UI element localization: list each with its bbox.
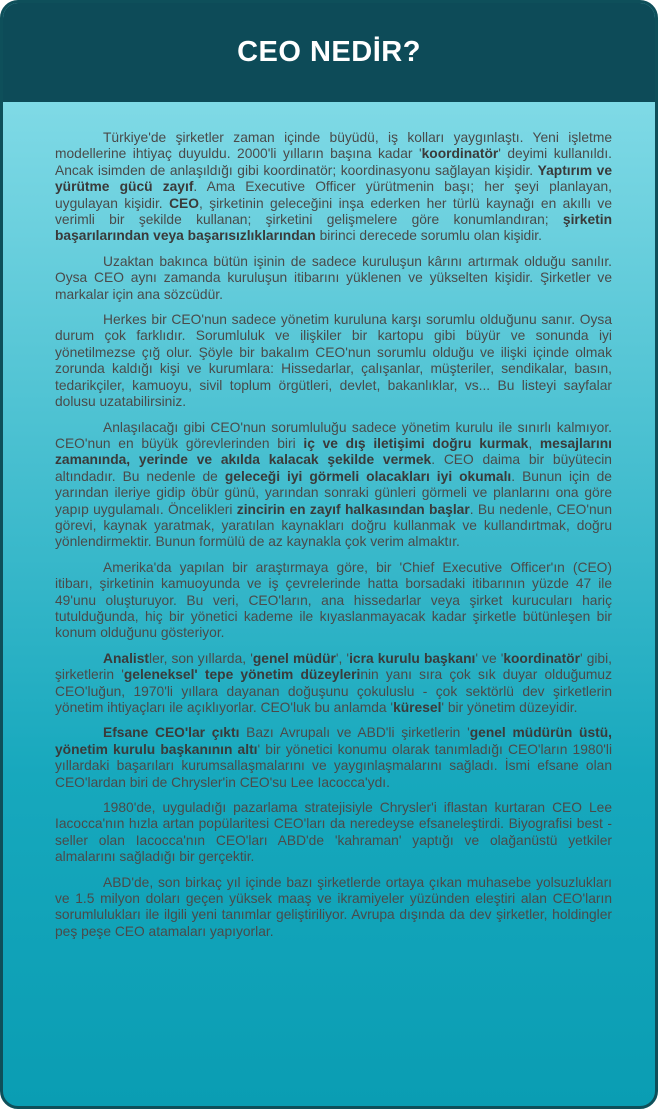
paragraph-text: Anlaşılacağı gibi CEO'nun sorumluluğu sadece yönetim kurulu ile sınırlı kalmıyor. CEO'nun en büyük görevlerinden biri xyxy=(55,419,612,451)
paragraph-text: nin yanı sıra çok sık duyar olduğumuz CEO'luğun, 1970'li yıllara dayanan doğuşunu çokuluslu - çok sektörlü dev şirketlerin yönetim ihtiyaçları ile açıklıyorlar. CEO'luk bu anlamda ' xyxy=(55,667,612,715)
emphasized-text: koordinatör xyxy=(421,146,499,162)
paragraph-text: ler, son yıllarda, ' xyxy=(149,650,253,666)
emphasized-text: genel müdürün üstü, yönetim kurulu başkanının altı xyxy=(55,725,612,757)
emphasized-text: küresel xyxy=(393,700,442,715)
paragraph-text: Uzaktan bakınca bütün işinin de sadece kuruluşun kârını artırmak olduğu sanılır. Oysa CEO aynı zamanda kuruluşun itibarını yüklenen ve yükselten kişidir. Şirketler ve markalar için ana sözcüdür. xyxy=(55,253,612,302)
paragraph-text: ' gibi, şirketlerin ' xyxy=(55,650,613,683)
article-paragraph xyxy=(55,312,612,410)
article-paragraph xyxy=(55,651,612,717)
emphasized-text: şirketin başarılarından veya başarısızlıklarından xyxy=(55,212,612,244)
emphasized-text: iç ve dış iletişimi doğru kurmak xyxy=(303,435,529,451)
emphasized-text: Analist xyxy=(103,650,149,666)
article-body xyxy=(3,102,655,940)
article-paragraph xyxy=(55,254,612,303)
paragraph-text: ' bir yönetici konumu olarak tanımladığı CEO'ların 1980'li yıllardaki başarıları kurumsallaşmalarını ve yaygınlaşmalarını sağladı. İsmi efsane olan CEO'lardan biri de Chrysler'in CEO'su Lee Iacocca'ydı. xyxy=(55,741,613,790)
article-paragraph xyxy=(55,800,612,866)
emphasized-text: icra kurulu başkanı xyxy=(349,650,476,666)
paragraph-text: Bazı Avrupalı ve ABD'li şirketlerin ' xyxy=(239,725,470,741)
emphasized-text: mesajlarını zamanında, yerinde ve akılda kalacak şekilde vermek xyxy=(55,435,612,468)
page-title: CEO NEDİR? xyxy=(237,36,421,68)
paragraph-text: birinci derecede sorumlu olan kişidir. xyxy=(315,228,542,244)
paragraph-text: ', ' xyxy=(335,650,350,666)
paragraph-text: ' ve ' xyxy=(475,650,504,666)
emphasized-text: geleneksel' tepe yönetim düzeyleri xyxy=(123,667,361,683)
emphasized-text: genel müdür xyxy=(252,650,336,666)
paragraph-text: . Bunun için de yarından ileriye gidip öbür günü, yarından sonraki günleri görmeli ve planlarını ona göre yapıp uygulamalı. Öncelikleri xyxy=(55,468,612,517)
paragraph-text: . Ama Executive Officer yürütmenin başı; her şeyi planlayan, uygulayan kişidir. xyxy=(55,179,612,211)
paragraph-text: Türkiye'de şirketler zaman içinde büyüdü, iş kolları yaygınlaştı. Yeni işletme modellerine ihtiyaç duyuldu. 2000'li yılların başına kadar ' xyxy=(55,130,612,162)
emphasized-text: koordinatör xyxy=(503,650,580,666)
paragraph-text: ABD'de, son birkaç yıl içinde bazı şirketlerde ortaya çıkan muhasebe yolsuzlukları ve 1.5 milyon doları geçen yüksek maaş ve ikramiyeler yüzünden eleştiri alan CEO'ların sorumlulukları ile ilgili yeni tanımlar geliştiriliyor. Avrupa dışında da dev şirketler, holdingler peş peşe CEO atamaları yapıyorlar. xyxy=(55,874,612,939)
emphasized-text: Yaptırım ve yürütme gücü zayıf xyxy=(55,162,613,195)
paragraph-text: , şirketinin geleceğini inşa ederken her türlü kaynağı en akıllı ve verimli bir şekilde kullanan; şirketini gelişmelere göre konumlandıran; xyxy=(55,195,613,228)
paragraph-text: ' deyimi kullanıldı. Ancak isimden de anlaşıldığı gibi koordinatör; koordinasyonu sağlayan kişidir. xyxy=(55,146,612,178)
article-paragraph xyxy=(55,130,612,245)
emphasized-text: zincirin en zayıf halkasından başlar xyxy=(236,501,470,517)
article-paragraph xyxy=(55,560,612,642)
article-paragraph xyxy=(55,420,612,551)
paragraph-text: . CEO daima bir büyütecin altındadır. Bu nedenle de xyxy=(55,452,612,484)
emphasized-text: Efsane CEO'lar çıktı xyxy=(103,725,240,741)
article-paragraph xyxy=(55,725,612,791)
paragraph-text: Herkes bir CEO'nun sadece yönetim kuruluna karşı sorumlu olduğunu sanır. Oysa durum çok farklıdır. Sorumluluk ve ilişkiler bir kartopu gibi büyür ve sonunda iyi yönetilmezse çığ olur. Şöyle bir bakalım CEO'nun sorumlu olduğu ve ilişki içinde olmak zorunda kaldığı kişi ve kurumlara: Hissedarlar, çalışanlar, müşteriler, sendikalar, basın, tedarikçiler, kamuoyu, sivil toplum örgütleri, devlet, bakanlıklar, vs... Bu listeyi sayfalar dolusu uzatabilirsiniz. xyxy=(55,312,612,410)
paragraph-text: . Bu nedenle, CEO'nun görevi, kaynak yaratmak, yaratılan kaynakları doğru kullanmak ve kullandırtmak, doğru yönlendirmektir. Bunun formülü de az kaynakla çok verim almaktır. xyxy=(55,501,613,550)
paragraph-text: ' bir yönetim düzeyidir. xyxy=(441,700,578,715)
header-bar xyxy=(3,3,655,102)
paragraph-text: Amerika'da yapılan bir araştırmaya göre, bir 'Chief Executive Officer'ın (CEO) itibarı, şirketinin kamuoyunda ve iş çevrelerinde hatta borsadaki itibarının yüzde 47 ile 49'unu oluşturuyor. Bu veri, CEO'ların, ana hissedarlar veya şirket kurucuları hariç tutulduğunda, hiç bir yönetici kademe ile kıyaslanmayacak kadar şirketle bütünleşen bir konum olduğunu gösteriyor. xyxy=(55,559,612,641)
article-paragraph xyxy=(55,875,612,941)
emphasized-text: geleceği iyi görmeli olacakları iyi okumalı xyxy=(224,468,512,484)
paragraph-text: , xyxy=(528,435,540,451)
paragraph-text: 1980'de, uyguladığı pazarlama stratejisiyle Chrysler'i iflastan kurtaran CEO Lee Iacocca'nın hızla artan popülaritesi CEO'ları da neredeyse efsaneleştirdi. Biyografisi best - seller olan Iacocca'nın CEO'ları ABD'de 'kahraman' yaptığı ve olağanüstü yetkiler almalarını sağladığı bir gerçektir. xyxy=(55,800,612,865)
emphasized-text: CEO xyxy=(169,195,199,211)
